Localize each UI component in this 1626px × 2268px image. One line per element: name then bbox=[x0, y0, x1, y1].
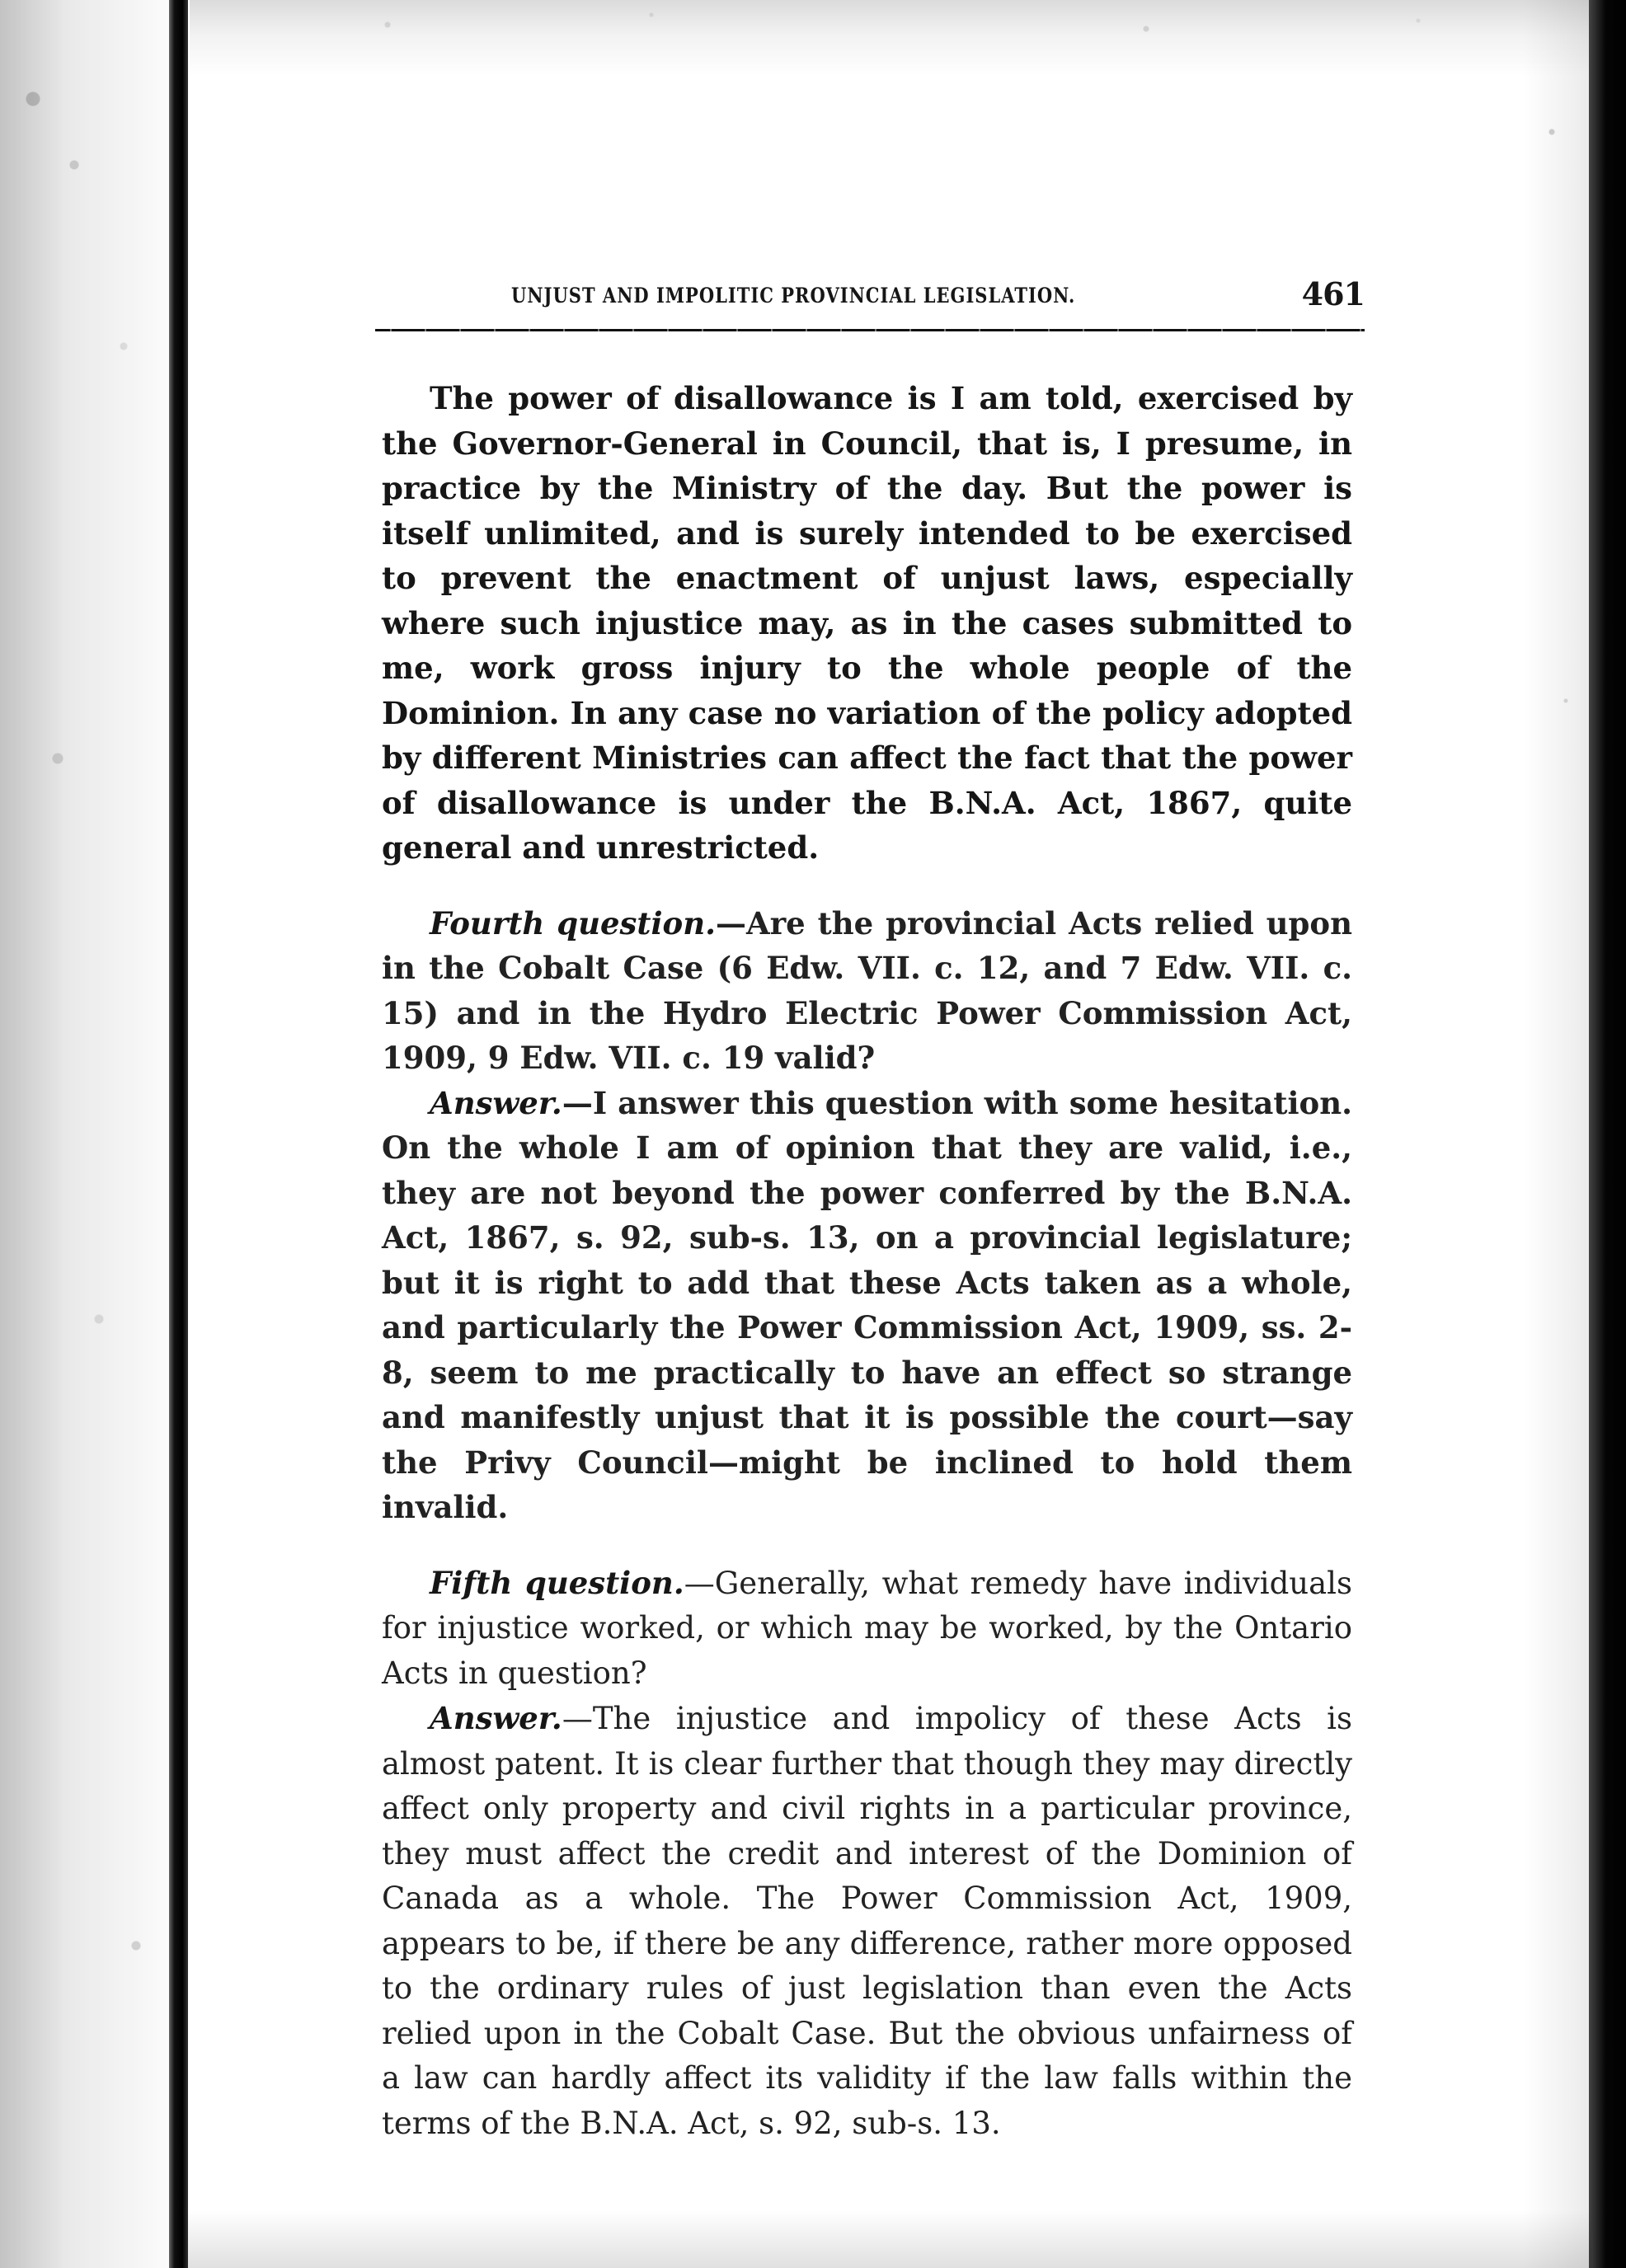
bottom-scan-noise bbox=[181, 2210, 1591, 2268]
fifth-answer-text: —The injustice and impolicy of these Acts is almost patent. It is clear further that though they may directly affect only property and civil rights in a particular province, they must affect the credit and interest of the Dominion of Canada as a whole. The Power Commission Act, 1909, appears to be, if there be any difference, rather more opposed to the ordinary rules of just legislation than even the Acts relied upon in the Cobalt Case. But the obvious unfairness of a law can hardly affect its validity if the law falls within the terms of the B.N.A. Act, s. 92, sub-s. 13. bbox=[382, 1701, 1352, 2141]
page-text bbox=[382, 376, 1352, 2146]
header-rule bbox=[375, 329, 1365, 331]
fifth-answer-heading: Answer. bbox=[430, 1700, 562, 1736]
paragraph-fifth-answer bbox=[382, 1696, 1352, 2146]
top-scan-noise bbox=[190, 0, 1608, 78]
running-header bbox=[375, 275, 1365, 333]
book-binding-edge bbox=[169, 0, 188, 2268]
fourth-question-heading: Fourth question. bbox=[430, 904, 716, 941]
page-number: 461 bbox=[1301, 275, 1365, 312]
fifth-question-text: —Generally, what remedy have individuals for injustice worked, or which may be worked, by the Ontario Acts in question? bbox=[382, 1565, 1352, 1691]
running-header-title: UNJUST AND IMPOLITIC PROVINCIAL LEGISLATION. bbox=[511, 284, 1076, 308]
paragraph-fourth-answer bbox=[382, 1081, 1352, 1530]
book-page bbox=[375, 272, 1365, 2141]
paragraph-fifth-question bbox=[382, 1561, 1352, 1697]
fifth-question-heading: Fifth question. bbox=[430, 1564, 684, 1601]
fourth-answer-heading: Answer. bbox=[430, 1084, 562, 1121]
paragraph-disallowance: The power of disallowance is I am told, exercised by the Governor-General in Council, that is, I presume, in practice by the Ministry of the day. But the power is itself unlimited, and is surely intended to be exercised to prevent the enactment of unjust laws, especially where such injustice may, as in the cases submitted to me, work gross injury to the whole people of the Dominion. In any case no variation of the policy adopted by different Ministries can affect the fact that the power of disallowance is under the B.N.A. Act, 1867, quite general and unrestricted. bbox=[382, 380, 1352, 866]
right-scan-noise bbox=[1523, 0, 1589, 2268]
fourth-question-text: —Are the provincial Acts relied upon in the Cobalt Case (6 Edw. VII. c. 12, and 7 Edw. VII. c. 15) and in the Hydro Electric Power Commission Act, 1909, 9 Edw. VII. c. 19 valid? bbox=[382, 904, 1352, 1076]
left-scan-shadow bbox=[0, 0, 194, 2268]
paragraph-fourth-question bbox=[382, 901, 1352, 1081]
right-black-edge bbox=[1589, 0, 1626, 2268]
fourth-answer-text: —I answer this question with some hesitation. On the whole I am of opinion that they are valid, i.e., they are not beyond the power conferred by the B.N.A. Act, 1867, s. 92, sub-s. 13, on a provincial legislature; but it is right to add that these Acts taken as a whole, and particularly the Power Commission Act, 1909, ss. 2-8, seem to me practically to have an effect so strange and manifestly unjust that it is possible the court—say the Privy Council—might be inclined to hold them invalid. bbox=[382, 1084, 1352, 1525]
